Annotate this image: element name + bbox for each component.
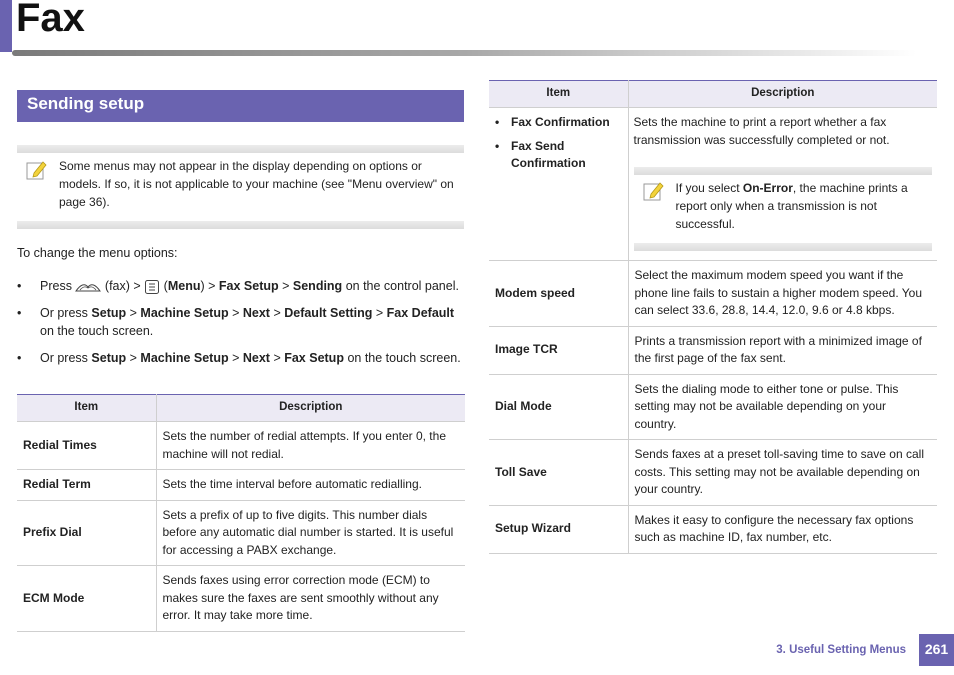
header-item: Item: [17, 395, 156, 422]
note-text-pre: If you select: [675, 181, 740, 195]
note-pencil-icon: [25, 159, 47, 181]
step-suffix: on the touch screen.: [347, 351, 461, 365]
header-item: Item: [489, 81, 628, 108]
path-fax-setup: Fax Setup: [218, 279, 279, 293]
step-touch-default: • Or press Setup > Machine Setup > Next > Default Setting > Fax Default on the touch screen.: [17, 304, 467, 340]
table-row: [489, 108, 937, 261]
table-header-row: [17, 395, 465, 422]
table-row: [489, 374, 937, 440]
path-setup: Setup: [91, 351, 127, 365]
row-item: ECM Mode: [17, 566, 156, 632]
row-description: Sends faxes at a preset toll-saving time to save on call costs. This setting may not be available depending on your country.: [628, 440, 937, 506]
path-default-setting: Default Setting: [284, 306, 373, 320]
menu-path-steps: [17, 277, 467, 376]
confirmation-description: Sets the machine to print a report whether a fax transmission was successfully completed or not.: [633, 115, 890, 147]
row-item: Image TCR: [489, 326, 628, 374]
note-text-post: , the machine prints a report only when a transmission is not successful.: [675, 181, 908, 231]
table-row: [489, 440, 937, 506]
row-description: Sets the dialing mode to either tone or pulse. This setting may not be available depending on your country.: [628, 374, 937, 440]
row-description: Sets the number of redial attempts. If you enter 0, the machine will not redial.: [156, 422, 465, 470]
page-title: Fax: [16, 0, 85, 40]
list-item: • Fax Confirmation: [495, 114, 622, 132]
row-item: Setup Wizard: [489, 505, 628, 553]
table-header-row: [489, 81, 937, 108]
sending-options-table-continued: [489, 80, 937, 554]
note-bottom-band: [17, 221, 464, 229]
menu-icon: [144, 279, 160, 295]
path-setup: Setup: [91, 306, 127, 320]
title-divider: [12, 50, 917, 56]
on-error-note: [634, 167, 933, 251]
row-description: Sends faxes using error correction mode (ECM) to makes sure the faxes are sent smoothly without any error. It may take more time.: [156, 566, 465, 632]
fax-label: (fax) >: [104, 279, 141, 293]
note-text: Some menus may not appear in the display depending on options or models. If so, it is not applicable to your machine (see "Menu overview" on page 36).: [59, 159, 454, 209]
row-description: [628, 108, 937, 261]
sending-options-table: [17, 394, 465, 632]
path-next: Next: [242, 306, 270, 320]
row-item: Dial Mode: [489, 374, 628, 440]
row-item: Prefix Dial: [17, 500, 156, 566]
table-row: [17, 500, 465, 566]
step-suffix: on the control panel.: [345, 279, 459, 293]
row-item: Redial Term: [17, 470, 156, 501]
header-description: Description: [156, 395, 465, 422]
row-description: Select the maximum modem speed you want if the phone line fails to sustain a higher modem speed. You can select 33.6, 28.8, 14.4, 12.0, 9.6 or 4.8 kbps.: [628, 261, 937, 327]
row-description: Makes it easy to configure the necessary fax options such as machine ID, fax number, etc.: [628, 505, 937, 553]
path-machine-setup: Machine Setup: [140, 306, 229, 320]
intro-text: To change the menu options:: [17, 246, 178, 260]
page-number-badge: 261: [919, 634, 954, 666]
row-item: Modem speed: [489, 261, 628, 327]
note-bottom-band: [634, 243, 933, 251]
row-description: Sets the time interval before automatic redialling.: [156, 470, 465, 501]
step-prefix: Press: [40, 279, 72, 293]
row-item: Redial Times: [17, 422, 156, 470]
table-row: [489, 261, 937, 327]
note-pencil-icon: [642, 180, 664, 202]
table-row: [17, 470, 465, 501]
row-description: Prints a transmission report with a minimized image of the first page of the fax sent.: [628, 326, 937, 374]
note-top-band: [17, 145, 464, 153]
step-prefix: Or press: [40, 306, 88, 320]
table-row: [489, 505, 937, 553]
path-fax-default: Fax Default: [386, 306, 455, 320]
path-fax-setup: Fax Setup: [284, 351, 344, 365]
note-text-bold: On-Error: [742, 181, 793, 195]
step-touch-fax-setup: • Or press Setup > Machine Setup > Next > Fax Setup on the touch screen.: [17, 349, 467, 367]
menu-label: Menu: [167, 279, 201, 293]
step-prefix: Or press: [40, 351, 88, 365]
path-machine-setup: Machine Setup: [140, 351, 229, 365]
path-next: Next: [242, 351, 270, 365]
header-description: Description: [628, 81, 937, 108]
section-heading: Sending setup: [17, 90, 464, 122]
row-description: Sets a prefix of up to five digits. This number dials before any automatic dial number is started. It is useful for accessing a PABX exchange.: [156, 500, 465, 566]
note-text: [676, 179, 926, 233]
title-accent-bar: [0, 0, 12, 52]
row-item: [489, 108, 628, 261]
menu-availability-note: [17, 145, 464, 229]
table-row: [17, 566, 465, 632]
fax-icon: [75, 279, 101, 295]
step-suffix: on the touch screen.: [40, 324, 154, 338]
row-item: Toll Save: [489, 440, 628, 506]
path-sending: Sending: [292, 279, 343, 293]
step-control-panel: • Press (fax) > (Menu) > Fax Setup > Sending on the control panel.: [17, 277, 467, 295]
table-row: [17, 422, 465, 470]
confirmation-items: [495, 114, 622, 173]
note-top-band: [634, 167, 933, 175]
table-row: [489, 326, 937, 374]
footer-chapter-label: 3. Useful Setting Menus: [776, 644, 906, 656]
list-item: • Fax Send Confirmation: [495, 138, 622, 173]
